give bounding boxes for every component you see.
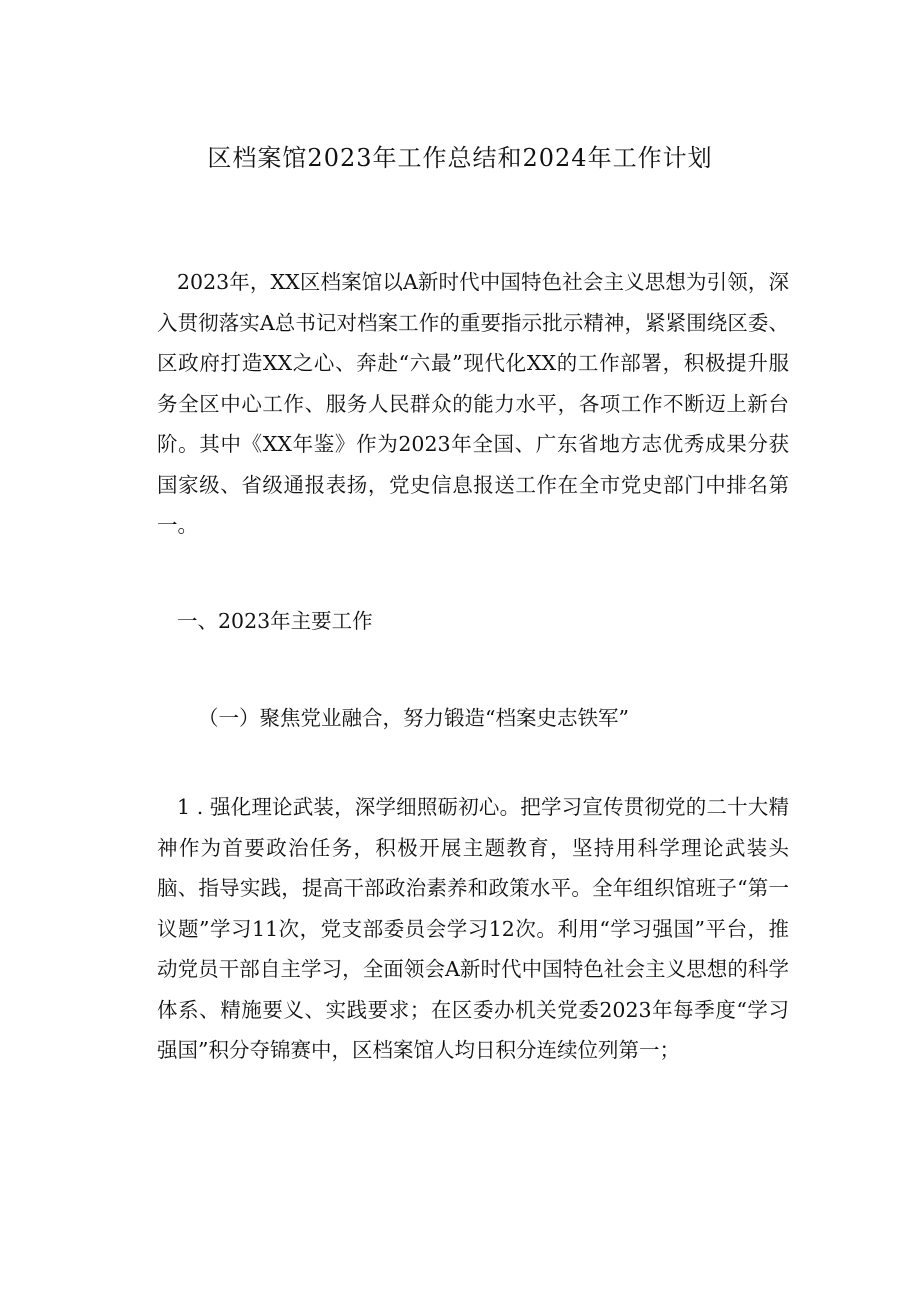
subsection-heading: （一）聚焦党业融合，努力锻造“档案史志铁军”: [198, 706, 629, 730]
intro-paragraph: 2023年，XX区档案馆以A新时代中国特色社会主义思想为引领，深入贯彻落实A总书记对档案工作的重要指示批示精神，紧紧围绕区委、区政府打造XX之心、奔赴“六最”现代化XX的工作部署，积极提升服务全区中心工作、服务人民群众的能力水平，各项工作不断迈上新台阶。其中《XX年鉴》作为2023年全国、广东省地方志优秀成果分获国家级、省级通报表扬，党史信息报送工作在全市党史部门中排名第一。: [157, 270, 789, 537]
document-title: 区档案馆2023年工作总结和2024年工作计划: [207, 144, 713, 172]
section-heading: 一、2023年主要工作: [177, 609, 373, 633]
item-paragraph: 1 . 强化理论武装，深学细照砺初心。把学习宣传贯彻党的二十大精神作为首要政治任务，积极开展主题教育，坚持用科学理论武装头脑、指导实践，提高干部政治素养和政策水平。全年组织馆班子“第一议题”学习11次，党支部委员会学习12次。利用“学习强国”平台，推动党员干部自主学习，全面领会A新时代中国特色社会主义思想的科学体系、精施要义、实践要求；在区委办机关党委2023年每季度“学习强国”积分夺锦赛中，区档案馆人均日积分连续位列第一；: [157, 795, 789, 1062]
